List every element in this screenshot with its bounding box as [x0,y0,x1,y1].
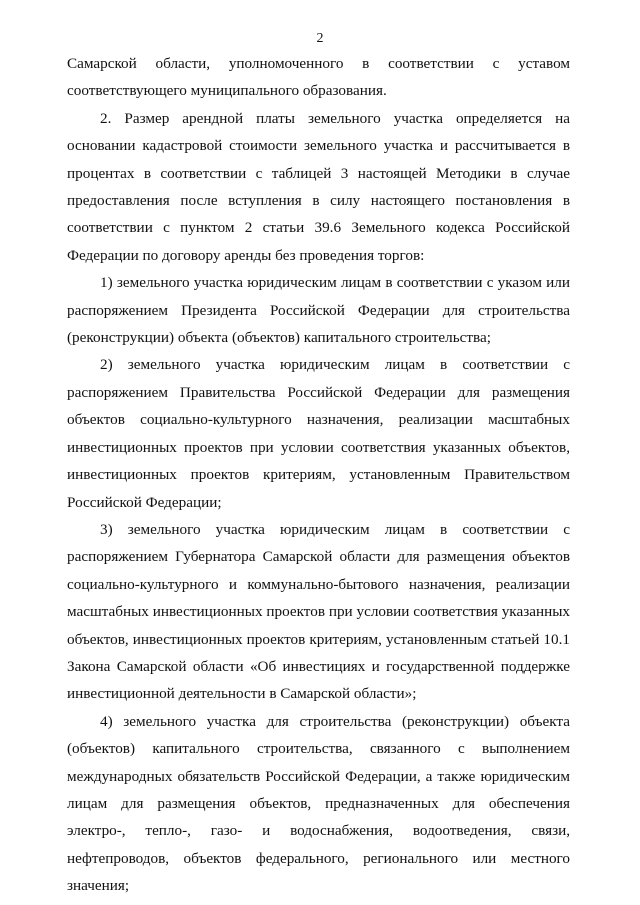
page-number: 2 [316,31,324,46]
paragraph-subitem-3: 3) земельного участка юридическим лицам в соответствии с распоряжением Губернатора Самарской области для размещения объектов социально-культурного и коммунально-бытового назначения, реализации масштабных инвестиционных проектов при условии соответствия указанных объектов, инвестиционных проектов критериям, установленным статьей 10.1 Закона Самарской области «Об инвестициях и государственной поддержке инвестиционной деятельности в Самарской области»; [67,520,570,703]
paragraph-subitem-1: 1) земельного участка юридическим лицам в соответствии с указом или распоряжением Президента Российской Федерации для строительства (реконструкции) объекта (объектов) капитального строительства; [67,274,570,347]
paragraph-subitem-4: 4) земельного участка для строительства (реконструкции) объекта (объектов) капитального строительства, связанного с выполнением международных обязательств Российской Федерации, а также юридическим лицам для размещения объектов, предназначенных для обеспечения электро-, тепло-, газо- и водоснабжения, водоотведения, связи, нефтепроводов, объектов федерального, регионального или местного значения; [67,712,570,895]
paragraph-subitem-2: 2) земельного участка юридическим лицам в соответствии с распоряжением Правительства Российской Федерации для размещения объектов социально-культурного назначения, реализации масштабных инвестиционных проектов при условии соответствия указанных объектов, инвестиционных проектов критериям, установленным Правительством Российской Федерации; [67,356,570,511]
document-body [67,50,570,900]
paragraph-continuation: Самарской области, уполномоченного в соответствии с уставом соответствующего муниципального образования. [67,55,570,100]
paragraph-item-2: 2. Размер арендной платы земельного участка определяется на основании кадастровой стоимости земельного участка и рассчитывается в процентах в соответствии с таблицей 3 настоящей Методики в случае предоставления после вступления в силу настоящего постановления в соответствии с пунктом 2 статьи 39.6 Земельного кодекса Российской Федерации по договору аренды без проведения торгов: [67,109,570,264]
